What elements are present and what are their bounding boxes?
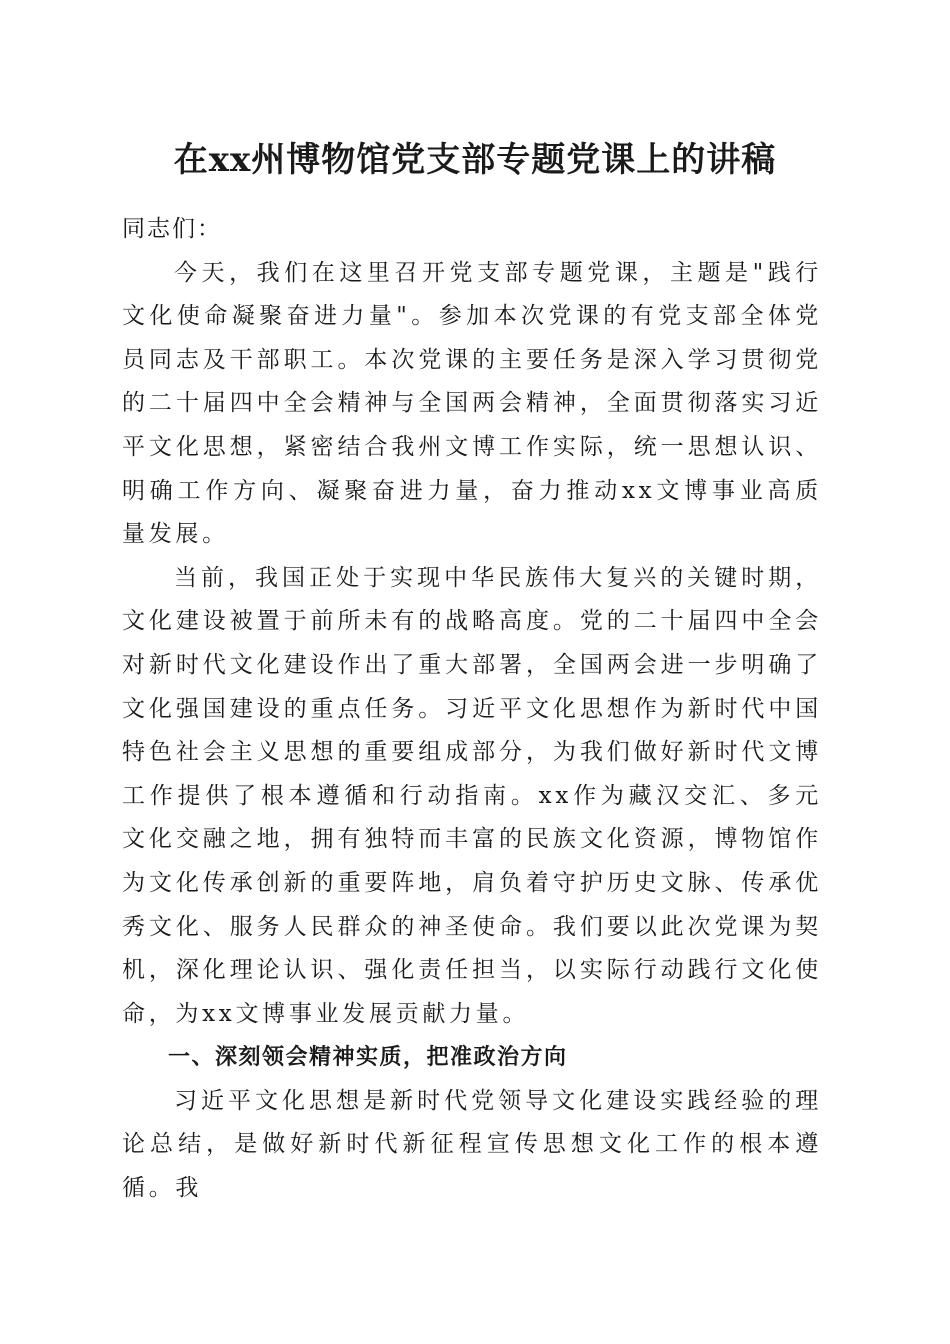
salutation: 同志们：	[122, 216, 222, 242]
section-heading-1: 一、深刻领会精神实质，把准政治方向	[168, 1045, 568, 1071]
document-body	[122, 208, 822, 1211]
paragraph-introduction: 今天，我们在这里召开党支部专题党课，主题是"践行文化使命凝聚奋进力量"。参加本次党课的有党支部全体党员同志及干部职工。本次党课的主要任务是深入学习贯彻党的二十届四中全会精神与全国两会精神，全面贯彻落实习近平文化思想，紧密结合我州文博工作实际，统一思想认识、明确工作方向、凝聚奋进力量，奋力推动xx文博事业高质量发展。	[122, 259, 822, 548]
paragraph-section-1: 习近平文化思想是新时代党领导文化建设实践经验的理论总结，是做好新时代新征程宣传思想文化工作的根本遵循。我	[122, 1087, 822, 1202]
document-title: 在xx州博物馆党支部专题党课上的讲稿	[173, 140, 777, 180]
paragraph-context: 当前，我国正处于实现中华民族伟大复兴的关键时期，文化建设被置于前所未有的战略高度。党的二十届四中全会对新时代文化建设作出了重大部署，全国两会进一步明确了文化强国建设的重点任务。习近平文化思想作为新时代中国特色社会主义思想的重要组成部分，为我们做好新时代文博工作提供了根本遵循和行动指南。xx作为藏汉交汇、多元文化交融之地，拥有独特而丰富的民族文化资源，博物馆作为文化传承创新的重要阵地，肩负着守护历史文脉、传承优秀文化、服务人民群众的神圣使命。我们要以此次党课为契机，深化理论认识、强化责任担当，以实际行动践行文化使命，为xx文博事业发展贡献力量。	[122, 564, 822, 1027]
